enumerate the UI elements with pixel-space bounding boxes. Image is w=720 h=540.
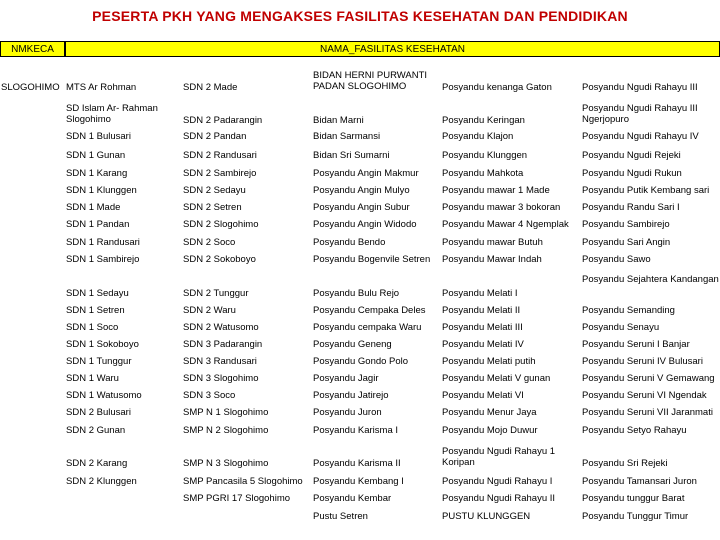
list-item: SDN 2 Made <box>183 82 238 93</box>
list-item: Posyandu Sri Rejeki <box>582 458 668 469</box>
list-item: Posyandu mawar 1 Made <box>442 185 550 196</box>
list-item: SMP N 3 Slogohimo <box>183 458 269 469</box>
list-item: Posyandu Sejahtera Kandangan <box>582 274 719 285</box>
list-item: Posyandu Gondo Polo <box>313 356 409 367</box>
list-item: Posyandu Seruni I Banjar <box>582 339 690 350</box>
list-item: SDN 2 Tunggur <box>183 288 249 299</box>
list-item: SDN 2 Bulusari <box>66 407 131 418</box>
list-item: Posyandu Melati putih <box>442 356 536 367</box>
list-item: SDN 2 Waru <box>183 305 236 316</box>
list-item: Posyandu tunggur Barat <box>582 493 685 504</box>
list-item: Posyandu Putik Kembang sari <box>582 185 710 196</box>
list-item: Posyandu Jatirejo <box>313 390 389 401</box>
list-item: SDN 3 Randusari <box>183 356 257 367</box>
list-item: Posyandu Ngudi Rahayu II <box>442 493 556 504</box>
list-item: SDN 1 Sokoboyo <box>66 339 139 350</box>
list-item: Posyandu Angin Widodo <box>313 219 417 230</box>
list-item: Posyandu Melati VI <box>442 390 524 401</box>
list-item: Posyandu Ngudi Rahayu I <box>442 476 553 487</box>
list-item: SDN 1 Randusari <box>66 237 140 248</box>
list-item: Posyandu Angin Makmur <box>313 168 419 179</box>
list-item: Posyandu Ngudi Rahayu III <box>582 82 698 93</box>
list-item: Bidan Sarmansi <box>313 131 381 142</box>
list-item: Posyandu Melati II <box>442 305 521 316</box>
list-item: Posyandu Setyo Rahayu <box>582 425 687 436</box>
list-item: SDN 2 Klunggen <box>66 476 137 487</box>
header-fasilitas: NAMA_FASILITAS KESEHATAN <box>65 41 720 57</box>
list-item: PUSTU KLUNGGEN <box>442 511 531 522</box>
list-item: Posyandu Karisma I <box>313 425 399 436</box>
list-item: Posyandu Senayu <box>582 322 660 333</box>
list-item: SDN 1 Gunan <box>66 150 126 161</box>
list-item: SDN 2 Watusomo <box>183 322 259 333</box>
list-item: MTS Ar Rohman <box>66 82 137 93</box>
list-item: BIDAN HERNI PURWANTI PADAN SLOGOHIMO <box>313 70 428 92</box>
list-item: Posyandu Melati V gunan <box>442 373 551 384</box>
list-item: Posyandu Seruni VII Jaranmati <box>582 407 713 418</box>
list-item: Posyandu Randu Sari I <box>582 202 680 213</box>
list-item: Posyandu Tunggur Timur <box>582 511 689 522</box>
list-item: SDN 1 Waru <box>66 373 119 384</box>
list-item: Posyandu Kembang I <box>313 476 404 487</box>
list-item: Posyandu Semanding <box>582 305 675 316</box>
list-item: Posyandu Mahkota <box>442 168 524 179</box>
list-item: Posyandu Seruni VI Ngendak <box>582 390 707 401</box>
list-item: SMP PGRI 17 Slogohimo <box>183 493 291 504</box>
list-item: Posyandu Ngudi Rahayu III Ngerjopuro <box>582 103 698 125</box>
list-item: SDN 2 Randusari <box>183 150 257 161</box>
list-item: Posyandu Keringan <box>442 115 525 126</box>
list-item: SDN 2 Sokoboyo <box>183 254 256 265</box>
list-item: SDN 1 Karang <box>66 168 128 179</box>
list-item: SDN 2 Sambirejo <box>183 168 257 179</box>
list-item: SDN 1 Soco <box>66 322 119 333</box>
list-item: Posyandu Seruni V Gemawang <box>582 373 715 384</box>
list-item: SDN 2 Karang <box>66 458 128 469</box>
list-item: Posyandu mawar 3 bokoran <box>442 202 561 213</box>
list-item: Posyandu Klajon <box>442 131 514 142</box>
list-item: SDN 2 Gunan <box>66 425 126 436</box>
list-item: SDN 2 Sedayu <box>183 185 246 196</box>
list-item: SDN 3 Soco <box>183 390 236 401</box>
list-item: Posyandu Jagir <box>313 373 379 384</box>
list-item: Posyandu Klunggen <box>442 150 528 161</box>
list-item: SDN 2 Setren <box>183 202 242 213</box>
list-item: Posyandu Seruni IV Bulusari <box>582 356 703 367</box>
list-item: SDN 2 Padarangin <box>183 115 263 126</box>
list-item: Posyandu Tamansari Juron <box>582 476 697 487</box>
header-kecamatan: NMKECA <box>0 41 65 57</box>
list-item: SDN 1 Sedayu <box>66 288 129 299</box>
list-item: Posyandu Melati III <box>442 322 523 333</box>
list-item: Posyandu Bendo <box>313 237 386 248</box>
list-item: SMP N 1 Slogohimo <box>183 407 269 418</box>
list-item: Posyandu Sawo <box>582 254 651 265</box>
list-item: Posyandu kenanga Gaton <box>442 82 552 93</box>
list-item: Posyandu Kembar <box>313 493 392 504</box>
list-item: SDN 2 Pandan <box>183 131 247 142</box>
list-item: Posyandu mawar Butuh <box>442 237 543 248</box>
list-item: Bidan Marni <box>313 115 364 126</box>
list-item: Posyandu Geneng <box>313 339 392 350</box>
list-item: Posyandu Bulu Rejo <box>313 288 400 299</box>
list-item: Posyandu Juron <box>313 407 382 418</box>
list-item: Posyandu Ngudi Rukun <box>582 168 682 179</box>
list-item: Posyandu Melati IV <box>442 339 524 350</box>
list-item: Posyandu Mawar 4 Ngemplak <box>442 219 569 230</box>
list-item: Posyandu Sambirejo <box>582 219 670 230</box>
list-item: SDN 1 Setren <box>66 305 125 316</box>
list-item: Posyandu Mawar Indah <box>442 254 542 265</box>
list-item: SDN 3 Padarangin <box>183 339 263 350</box>
list-item: SDN 1 Bulusari <box>66 131 131 142</box>
kecamatan-cell: SLOGOHIMO <box>1 82 60 93</box>
list-item: Posyandu Cempaka Deles <box>313 305 426 316</box>
list-item: SD Islam Ar- Rahman Slogohimo <box>66 103 158 125</box>
list-item: Posyandu Melati I <box>442 288 518 299</box>
list-item: Posyandu Bogenvile Setren <box>313 254 431 265</box>
list-item: SDN 1 Pandan <box>66 219 130 230</box>
list-item: SDN 1 Watusomo <box>66 390 142 401</box>
list-item: SMP N 2 Slogohimo <box>183 425 269 436</box>
list-item: Pustu Setren <box>313 511 368 522</box>
list-item: Posyandu Ngudi Rejeki <box>582 150 681 161</box>
list-item: SDN 2 Soco <box>183 237 236 248</box>
list-item: SDN 1 Made <box>66 202 121 213</box>
list-item: Posyandu Menur Jaya <box>442 407 537 418</box>
page-title: PESERTA PKH YANG MENGAKSES FASILITAS KESEHATAN DAN PENDIDIKAN <box>92 8 628 24</box>
list-item: SDN 1 Klunggen <box>66 185 137 196</box>
list-item: SMP Pancasila 5 Slogohimo <box>183 476 303 487</box>
list-item: Posyandu Karisma II <box>313 458 401 469</box>
list-item: Bidan Sri Sumarni <box>313 150 390 161</box>
list-item: Posyandu cempaka Waru <box>313 322 422 333</box>
list-item: Posyandu Sari Angin <box>582 237 671 248</box>
list-item: Posyandu Mojo Duwur <box>442 425 538 436</box>
list-item: Posyandu Ngudi Rahayu IV <box>582 131 699 142</box>
list-item: SDN 1 Sambirejo <box>66 254 140 265</box>
list-item: SDN 2 Slogohimo <box>183 219 259 230</box>
list-item: Posyandu Angin Mulyo <box>313 185 410 196</box>
list-item: SDN 3 Slogohimo <box>183 373 259 384</box>
list-item: Posyandu Ngudi Rahayu 1 Koripan <box>442 446 556 468</box>
list-item: SDN 1 Tunggur <box>66 356 132 367</box>
list-item: Posyandu Angin Subur <box>313 202 410 213</box>
